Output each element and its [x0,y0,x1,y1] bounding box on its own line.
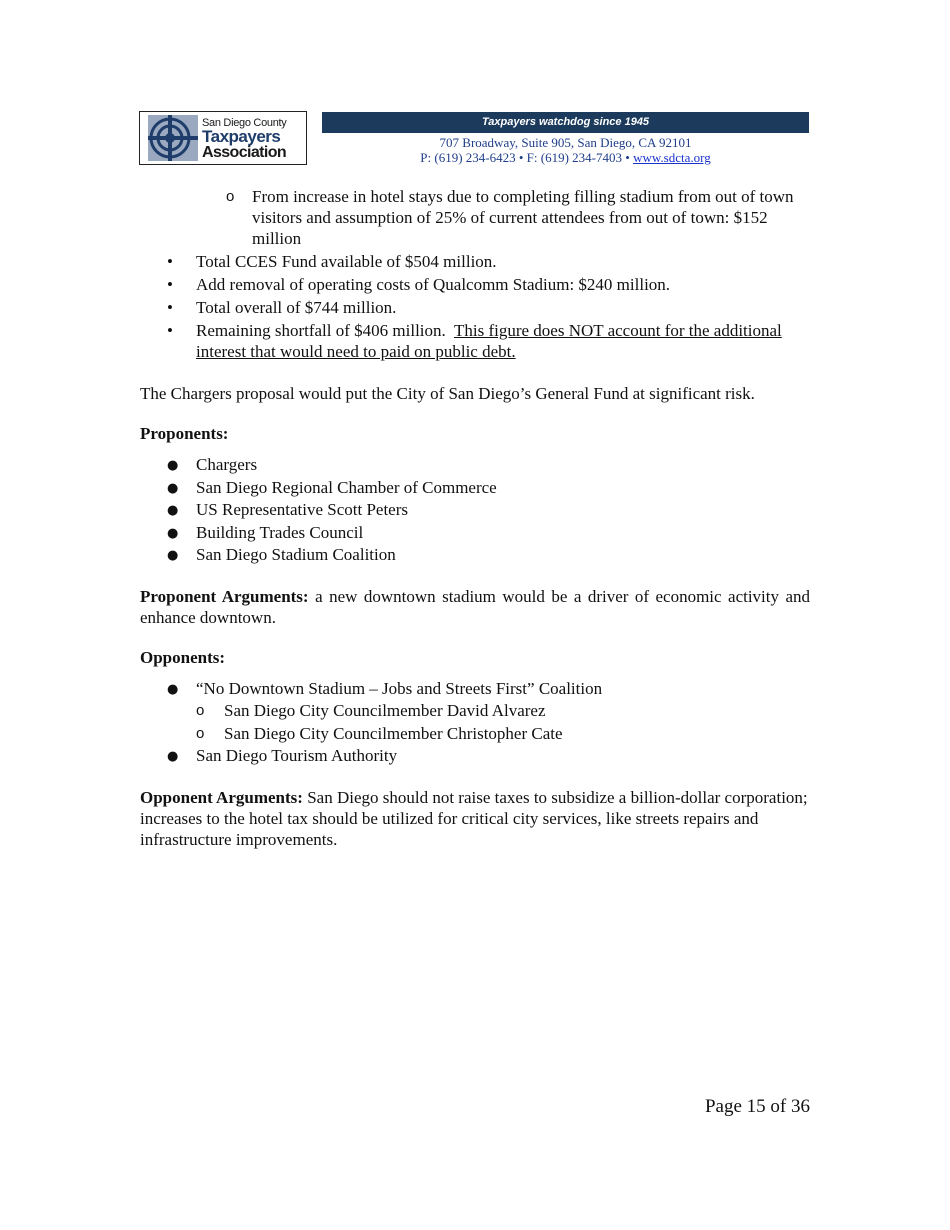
address: 707 Broadway, Suite 905, San Diego, CA 92101 [439,135,692,150]
opponent-arguments-text: San Diego should not raise taxes to subsidize a billion-dollar corporation; increases to the hotel tax should be utilized for critical city services, like streets repairs and infrastructure improvements. [140,787,808,849]
list-item: ● “No Downtown Stadium – Jobs and Streets First” Coalition [140,678,810,699]
funding-bullets [140,251,810,362]
list-item: ● US Representative Scott Peters [140,499,810,520]
logo-line-3: Association [202,144,287,161]
risk-statement: The Chargers proposal would put the City of San Diego’s General Fund at significant risk. [140,384,755,403]
page-body [140,186,810,850]
list-item: ● Building Trades Council [140,522,810,543]
proponents-list [140,454,810,565]
phone-fax: P: (619) 234-6423 • F: (619) 234-7403 • [420,150,630,165]
website-link[interactable]: www.sdcta.org [633,150,711,165]
hotel-stays-sub-bullet [140,186,810,249]
list-item: • Total CCES Fund available of $504 million. [140,251,810,272]
letterhead [139,111,809,169]
proponents-heading: Proponents: [140,424,229,443]
list-item: ● Chargers [140,454,810,475]
list-item: ● San Diego Stadium Coalition [140,544,810,565]
logo-line-1: San Diego County [202,117,287,129]
proponent-arguments-text: a new downtown stadium would be a driver of economic activity and enhance downtown. [140,586,811,627]
list-item: • Total overall of $744 million. [140,297,810,318]
opponent-arguments [140,787,810,850]
proponent-arguments [140,586,810,628]
list-item: o From increase in hotel stays due to completing filling stadium from out of town visitors and assumption of 25% of current attendees from out of town: $152 million [140,186,810,249]
list-item: ● San Diego Regional Chamber of Commerce [140,477,810,498]
list-item: • Add removal of operating costs of Qualcomm Stadium: $240 million. [140,274,810,295]
tagline-bar: Taxpayers watchdog since 1945 [322,112,809,133]
shortfall-text: Remaining shortfall of $406 million. [196,321,446,340]
opponents-heading: Opponents: [140,647,226,667]
proponent-arguments-label: Proponent Arguments: [140,586,309,606]
list-item: o San Diego City Councilmember Christopher Cate [140,723,810,744]
list-item: o San Diego City Councilmember David Alvarez [140,700,810,721]
target-icon [148,115,198,161]
opponents-list [140,678,810,767]
contact-line [322,150,809,165]
list-item [140,320,810,362]
opponent-arguments-label: Opponent Arguments: [140,787,303,807]
sdcta-logo [139,111,307,165]
shortfall-note: This figure does NOT account for the additional interest that would need to paid on public debt. [196,321,782,361]
page-number: Page 15 of 36 [704,1096,810,1117]
list-item: ● San Diego Tourism Authority [140,745,810,766]
logo-line-2: Taxpayers [202,127,281,146]
contact-block [322,135,809,165]
